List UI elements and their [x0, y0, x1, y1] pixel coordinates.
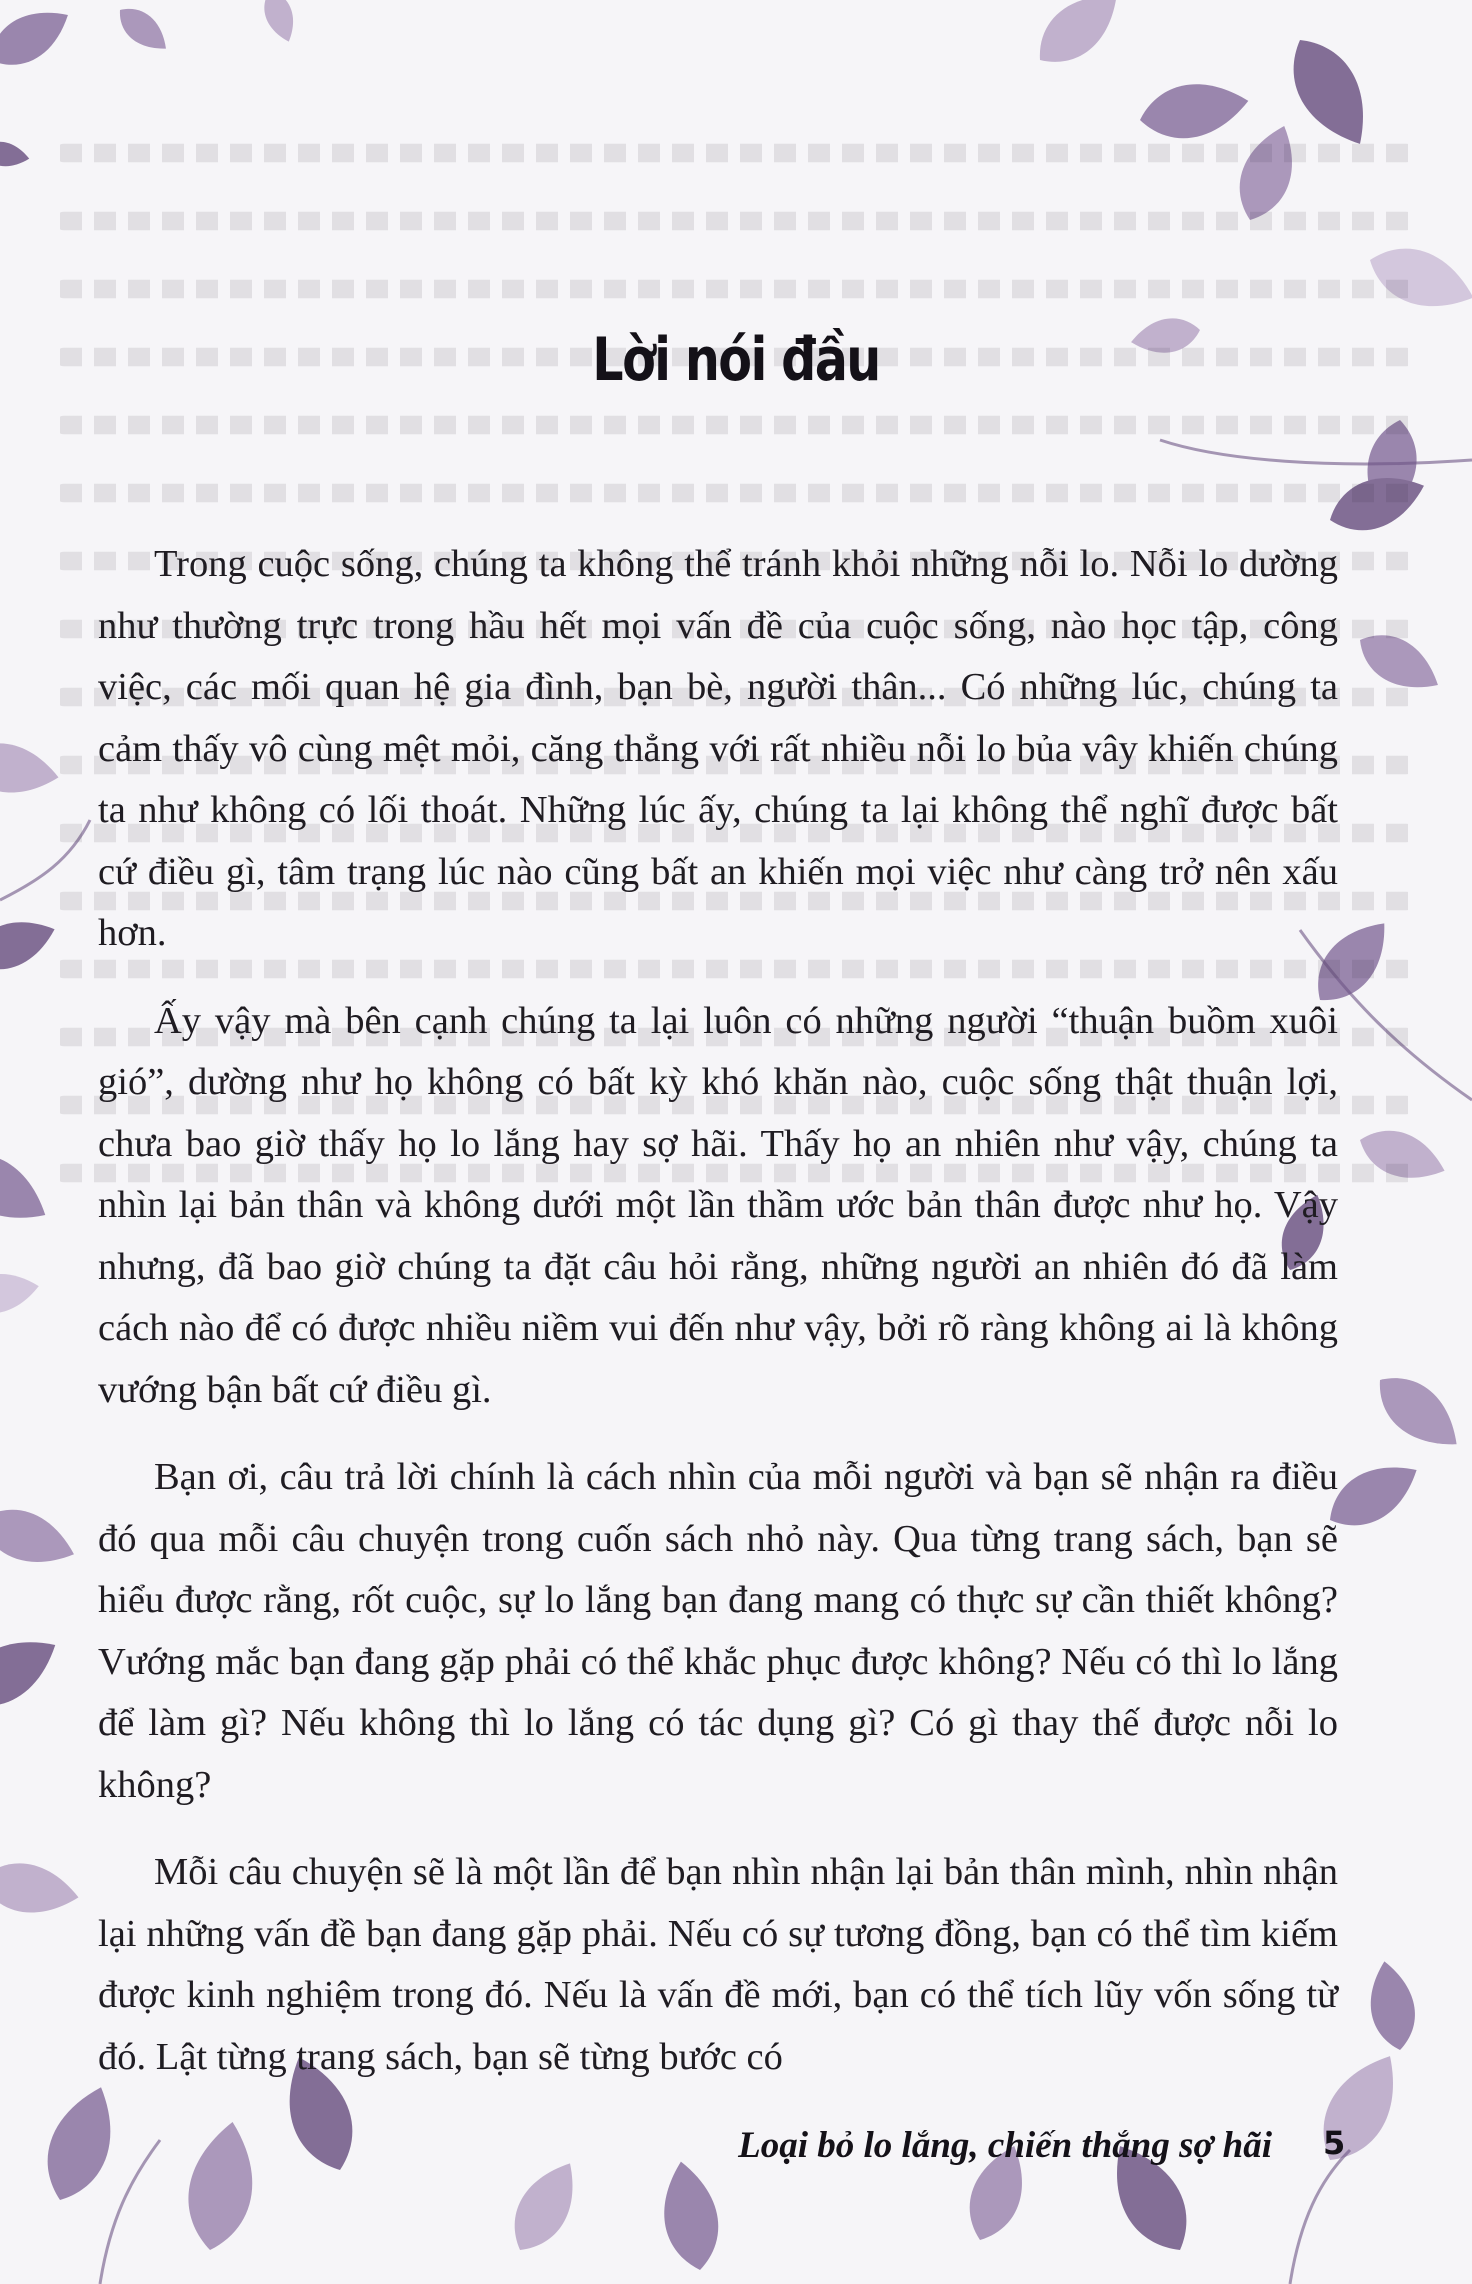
page-number: 5 — [1323, 2124, 1346, 2162]
paragraph: Mỗi câu chuyện sẽ là một lần để bạn nhìn nhận lại bản thân mình, nhìn nhận lại những vấn đề bạn đang gặp phải. Nếu có sự tương đồng, bạn có thể tìm kiếm được kinh nghiệm trong đó. Nếu là vấn đề mới, bạn có thể tích lũy vốn sống từ đó. Lật từng trang sách, bạn sẽ từng bước có — [98, 1851, 1338, 2078]
body-text — [98, 534, 1338, 2114]
paragraph: Bạn ơi, câu trả lời chính là cách nhìn của mỗi người và bạn sẽ nhận ra điều đó qua mỗi câu chuyện trong cuốn sách nhỏ này. Qua từng trang sách, bạn sẽ hiểu được rằng, rốt cuộc, sự lo lắng bạn đang mang có thực sự cần thiết không? Vướng mắc bạn đang gặp phải có thể khắc phục được không? Nếu có thì lo lắng để làm gì? Nếu không thì lo lắng có tác dụng gì? Có gì thay thế được nỗi lo không? — [98, 1456, 1338, 1806]
paragraph: Trong cuộc sống, chúng ta không thể tránh khỏi những nỗi lo. Nỗi lo dường như thường trực trong hầu hết mọi vấn đề của cuộc sống, nào học tập, công việc, các mối quan hệ gia đình, bạn bè, người thân... Có những lúc, chúng ta cảm thấy vô cùng mệt mỏi, căng thẳng với rất nhiều nỗi lo bủa vây khiến chúng ta như không có lối thoát. Những lúc ấy, chúng ta lại không thể nghĩ được bất cứ điều gì, tâm trạng lúc nào cũng bất an khiến mọi việc như càng trở nên xấu hơn. — [98, 543, 1338, 954]
page-title: Lời nói đầu — [592, 325, 880, 395]
running-footer-title: Loại bỏ lo lắng, chiến thắng sợ hãi — [738, 2125, 1272, 2166]
paragraph: Ấy vậy mà bên cạnh chúng ta lại luôn có những người “thuận buồm xuôi gió”, dường như họ không có bất kỳ khó khăn nào, cuộc sống thật thuận lợi, chưa bao giờ thấy họ lo lắng hay sợ hãi. Thấy họ an nhiên như vậy, chúng ta nhìn lại bản thân và không dưới một lần thầm ước bản thân được như họ. Vậy nhưng, đã bao giờ chúng ta đặt câu hỏi rằng, những người an nhiên đó đã làm cách nào để có được nhiều niềm vui đến như vậy, bởi rõ ràng không ai là không vướng bận bất cứ điều gì. — [98, 999, 1338, 1411]
